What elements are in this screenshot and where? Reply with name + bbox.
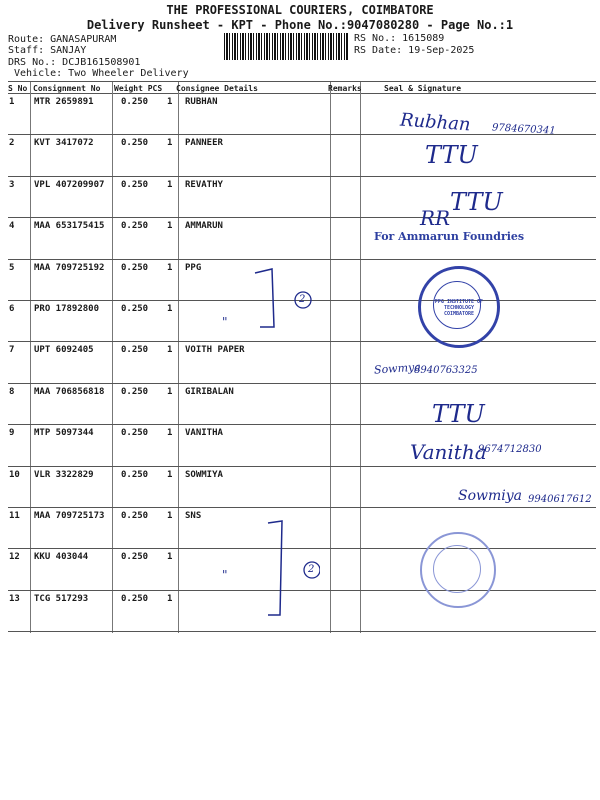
stamp-ppg-institute: PPG INSTITUTE OF TECHNOLOGY COIMBATORE: [418, 266, 500, 348]
vehicle: Vehicle: Two Wheeler Delivery: [14, 68, 189, 79]
row-consignment-no: VLR 3322829: [34, 469, 94, 480]
row-sno: 7: [9, 345, 15, 356]
row-consignee: VOITH PAPER: [185, 345, 245, 356]
signature-voith: Sowmya: [373, 360, 422, 377]
row-weight: 0.250: [121, 345, 149, 356]
staff: Staff: SANJAY: [8, 45, 87, 56]
row-weight: 0.250: [121, 138, 149, 149]
header-weight-pcs: Weight PCS: [114, 84, 163, 93]
row-divider: [8, 259, 596, 260]
row-weight: 0.250: [121, 593, 149, 604]
row-divider: [8, 217, 596, 218]
header-consignee: Consignee Details: [176, 84, 258, 93]
ditto-mark: ": [222, 315, 228, 329]
row-consignee: SNS: [185, 511, 202, 521]
phone-vanitha: 9674712830: [478, 444, 542, 455]
row-sno: 3: [9, 179, 15, 190]
row-divider: [8, 424, 596, 425]
rs-date: RS Date: 19-Sep-2025: [354, 45, 475, 56]
row-consignee: RUBHAN: [185, 97, 218, 107]
row-consignment-no: MAA 706856818: [34, 386, 105, 397]
row-pcs: 1: [167, 511, 173, 521]
row-consignee: REVATHY: [185, 179, 223, 190]
row-pcs: 1: [167, 221, 173, 232]
row-weight: 0.250: [121, 511, 149, 521]
row-sno: 5: [9, 262, 15, 273]
row-sno: 11: [9, 511, 20, 521]
row-pcs: 1: [167, 304, 173, 314]
row-sno: 10: [9, 469, 20, 480]
row-consignment-no: TCG 517293: [34, 593, 89, 604]
row-consignee: PPG: [185, 262, 202, 273]
mark-revathy: TTU: [450, 188, 503, 216]
row-pcs: 1: [167, 552, 173, 563]
row-pcs: 1: [167, 469, 173, 480]
row-weight: 0.250: [121, 179, 149, 190]
row-consignment-no: MAA 709725192: [34, 262, 105, 273]
stamp-ppg-faint: [420, 532, 496, 608]
phone-rubhan: 9784670341: [491, 122, 556, 137]
row-consignee: AMMARUN: [185, 221, 223, 232]
row-consignee: SOWMIYA: [185, 469, 223, 480]
header-bottom-border: [8, 93, 596, 94]
runsheet-subtitle: Delivery Runsheet - KPT - Phone No.:9047080280 - Page No.:1: [86, 18, 514, 32]
row-divider: [8, 176, 596, 177]
row-consignment-no: VPL 407209907: [34, 179, 105, 190]
col-divider: [112, 82, 113, 633]
table-top-border: [8, 81, 596, 82]
row-consignment-no: MTR 2659891: [34, 97, 94, 107]
row-weight: 0.250: [121, 552, 149, 563]
row-consignment-no: UPT 6092405: [34, 345, 94, 356]
row-sno: 8: [9, 386, 15, 397]
phone-voith: 8940763325: [414, 365, 478, 376]
mark-panneer: TTU: [425, 141, 478, 169]
row-divider: [8, 466, 596, 467]
signature-sowmiya: Sowmiya: [458, 488, 523, 504]
barcode: [224, 33, 348, 60]
row-consignment-no: MTP 5097344: [34, 428, 94, 439]
bracket-number: 2: [299, 294, 306, 305]
col-divider: [360, 82, 361, 633]
rs-number: RS No.: 1615089: [354, 33, 445, 44]
col-divider: [178, 82, 179, 633]
row-weight: 0.250: [121, 262, 149, 273]
row-sno: 6: [9, 304, 15, 314]
row-consignment-no: MAA 653175415: [34, 221, 105, 232]
header-consignment: Consignment No: [33, 84, 101, 93]
row-weight: 0.250: [121, 428, 149, 439]
row-consignment-no: MAA 709725173: [34, 511, 105, 521]
row-divider: [8, 507, 596, 508]
row-pcs: 1: [167, 428, 173, 439]
row-sno: 2: [9, 138, 15, 149]
row-weight: 0.250: [121, 304, 149, 314]
col-divider: [30, 82, 31, 633]
row-pcs: 1: [167, 593, 173, 604]
stamp-ammarun-foundries: For Ammarun Foundries: [374, 230, 525, 243]
row-sno: 1: [9, 97, 15, 107]
row-consignment-no: KVT 3417072: [34, 138, 94, 149]
phone-sowmiya: 9940617612: [528, 494, 592, 505]
row-pcs: 1: [167, 138, 173, 149]
ditto-mark: ": [222, 568, 228, 582]
row-sno: 9: [9, 428, 15, 439]
company-title: THE PROFESSIONAL COURIERS, COIMBATORE: [166, 3, 434, 17]
signature-revathy: RR: [420, 206, 451, 230]
row-pcs: 1: [167, 386, 173, 397]
row-consignment-no: KKU 403044: [34, 552, 89, 563]
row-weight: 0.250: [121, 97, 149, 107]
row-weight: 0.250: [121, 469, 149, 480]
drs-number: DRS No.: DCJB161508901: [8, 57, 141, 68]
col-divider: [330, 82, 331, 633]
row-consignee: VANITHA: [185, 428, 223, 439]
row-divider: [8, 134, 596, 135]
row-consignee: PANNEER: [185, 138, 223, 149]
row-consignee: GIRIBALAN: [185, 386, 234, 397]
row-divider: [8, 341, 596, 342]
row-sno: 13: [9, 593, 20, 604]
signature-rubhan: Rubhan: [399, 109, 472, 136]
header-seal-signature: Seal & Signature: [384, 84, 462, 93]
row-divider: [8, 383, 596, 384]
row-divider: [8, 631, 596, 632]
row-weight: 0.250: [121, 221, 149, 232]
row-weight: 0.250: [121, 386, 149, 397]
signature-vanitha: Vanitha: [410, 440, 487, 464]
mark-giribalan: TTU: [432, 400, 485, 428]
row-pcs: 1: [167, 262, 173, 273]
route: Route: GANASAPURAM: [8, 34, 117, 45]
row-pcs: 1: [167, 179, 173, 190]
row-consignment-no: PRO 17892800: [34, 304, 100, 314]
row-pcs: 1: [167, 345, 173, 356]
header-sno: S No: [8, 84, 28, 93]
bracket-number: 2: [308, 564, 315, 575]
row-sno: 4: [9, 221, 15, 232]
row-pcs: 1: [167, 97, 173, 107]
header-remarks: Remarks: [328, 84, 362, 93]
row-sno: 12: [9, 552, 20, 563]
